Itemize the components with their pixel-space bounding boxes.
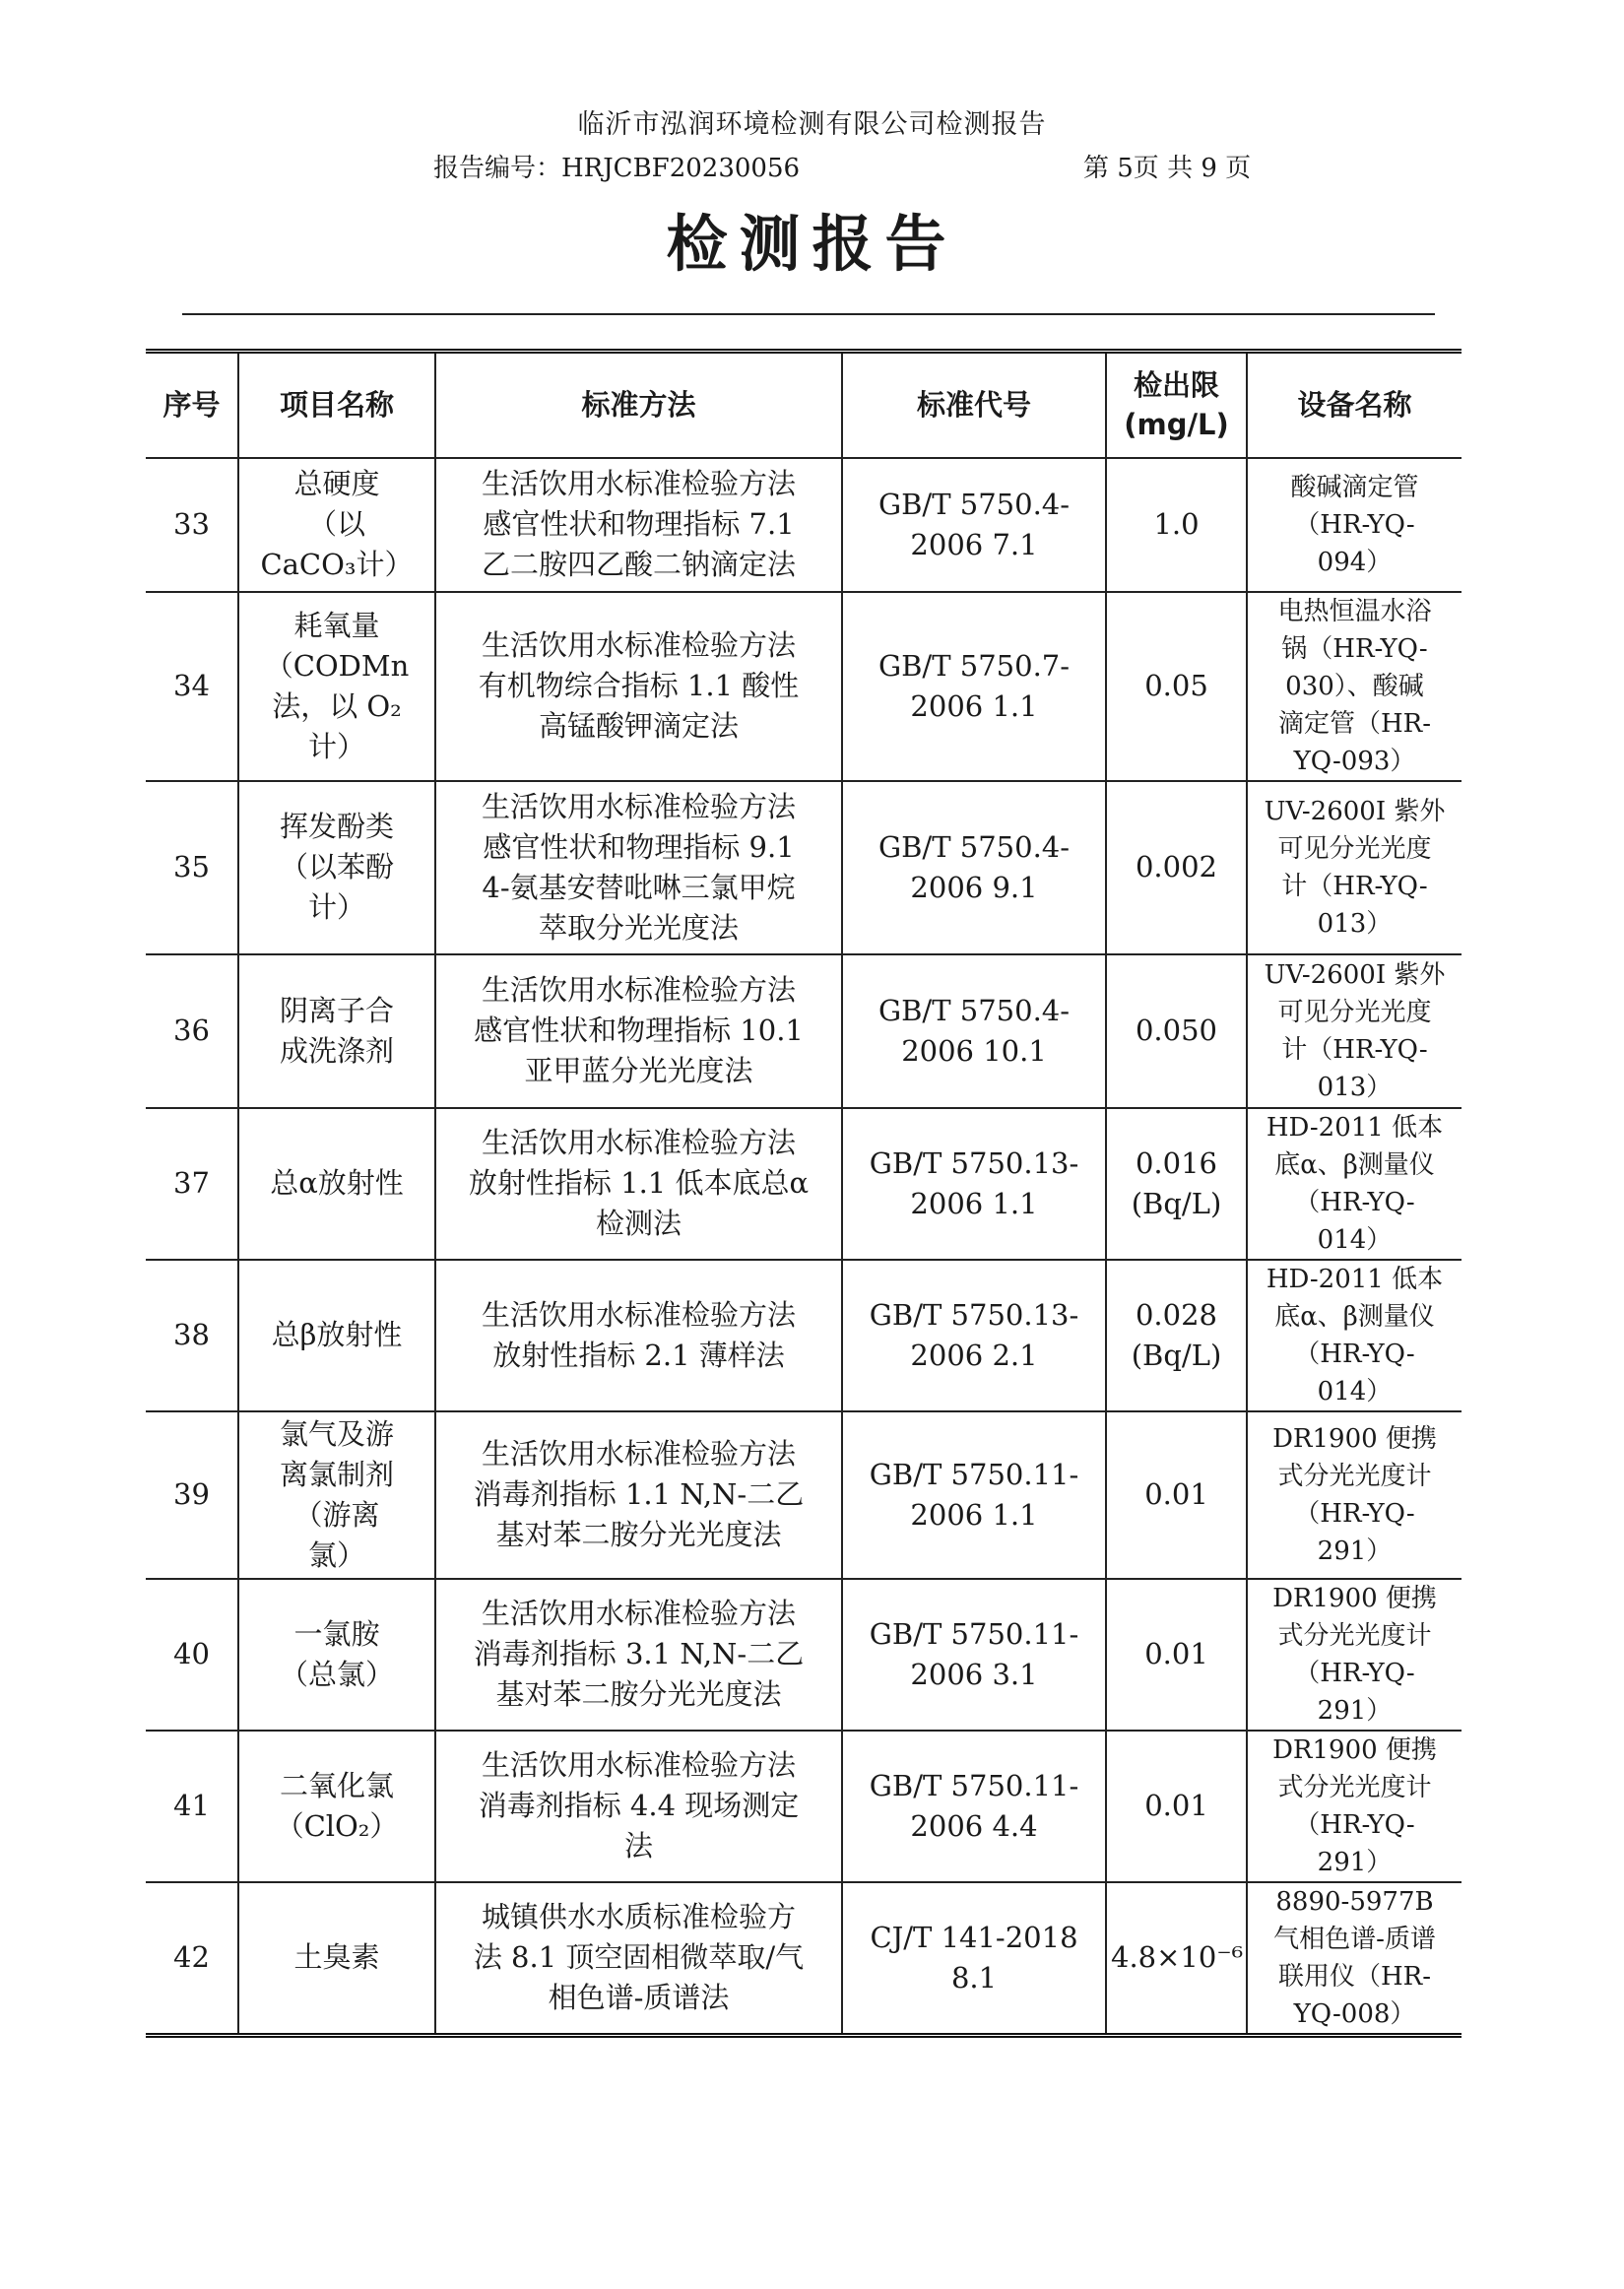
cell-limit: 4.8×10⁻⁶	[1106, 1882, 1247, 2036]
cell-limit: 0.01	[1106, 1579, 1247, 1731]
cell-method: 生活饮用水标准检验方法 消毒剂指标 3.1 N,N-二乙 基对苯二胺分光光度法	[435, 1579, 842, 1731]
cell-equipment: UV-2600I 紫外 可见分光光度 计（HR-YQ- 013）	[1247, 954, 1462, 1108]
cell-seq: 36	[146, 954, 238, 1108]
cell-item: 土臭素	[238, 1882, 435, 2036]
cell-method: 生活饮用水标准检验方法 放射性指标 1.1 低本底总α 检测法	[435, 1108, 842, 1260]
cell-method: 生活饮用水标准检验方法 感官性状和物理指标 7.1 乙二胺四乙酸二钠滴定法	[435, 458, 842, 592]
cell-code: GB/T 5750.11- 2006 4.4	[842, 1731, 1106, 1882]
cell-seq: 40	[146, 1579, 238, 1731]
table-header-row	[146, 352, 1462, 458]
cell-seq: 37	[146, 1108, 238, 1260]
cell-equipment: DR1900 便携 式分光光度计 （HR-YQ- 291）	[1247, 1411, 1462, 1579]
cell-equipment: 8890-5977B 气相色谱-质谱 联用仪（HR- YQ-008）	[1247, 1882, 1462, 2036]
cell-limit: 0.028 (Bq/L)	[1106, 1260, 1247, 1411]
header-limit: 检出限 (mg/L)	[1106, 352, 1247, 458]
table-row	[146, 1260, 1462, 1411]
cell-seq: 39	[146, 1411, 238, 1579]
page-indicator: 第 5页 共 9 页	[1083, 154, 1252, 183]
cell-item: 总硬度 （以 CaCO₃计）	[238, 458, 435, 592]
table-row	[146, 592, 1462, 781]
title-divider	[182, 313, 1435, 315]
cell-equipment: HD-2011 低本 底α、β测量仪 （HR-YQ- 014）	[1247, 1260, 1462, 1411]
cell-item: 二氧化氯 （ClO₂）	[238, 1731, 435, 1882]
cell-code: CJ/T 141-2018 8.1	[842, 1882, 1106, 2036]
table-row	[146, 781, 1462, 954]
cell-equipment: 酸碱滴定管 （HR-YQ- 094）	[1247, 458, 1462, 592]
cell-method: 生活饮用水标准检验方法 感官性状和物理指标 9.1 4-氨基安替吡啉三氯甲烷 萃取分光光度法	[435, 781, 842, 954]
cell-seq: 41	[146, 1731, 238, 1882]
table-row	[146, 458, 1462, 592]
company-header: 临沂市泓润环境检测有限公司检测报告	[577, 109, 1047, 140]
cell-method: 生活饮用水标准检验方法 放射性指标 2.1 薄样法	[435, 1260, 842, 1411]
cell-item: 阴离子合 成洗涤剂	[238, 954, 435, 1108]
cell-code: GB/T 5750.13- 2006 2.1	[842, 1260, 1106, 1411]
cell-limit: 1.0	[1106, 458, 1247, 592]
report-number: 报告编号：HRJCBF20230056	[433, 154, 801, 183]
cell-item: 一氯胺 （总氯）	[238, 1579, 435, 1731]
header-method: 标准方法	[435, 352, 842, 458]
cell-equipment: DR1900 便携 式分光光度计 （HR-YQ- 291）	[1247, 1731, 1462, 1882]
cell-code: GB/T 5750.13- 2006 1.1	[842, 1108, 1106, 1260]
table-row	[146, 1108, 1462, 1260]
page-title: 检测报告	[666, 208, 958, 280]
cell-limit: 0.016 (Bq/L)	[1106, 1108, 1247, 1260]
cell-item: 总α放射性	[238, 1108, 435, 1260]
cell-equipment: 电热恒温水浴 锅（HR-YQ- 030）、酸碱 滴定管（HR- YQ-093）	[1247, 592, 1462, 781]
cell-equipment: HD-2011 低本 底α、β测量仪 （HR-YQ- 014）	[1247, 1108, 1462, 1260]
table-row	[146, 1882, 1462, 2036]
cell-item: 总β放射性	[238, 1260, 435, 1411]
cell-method: 生活饮用水标准检验方法 感官性状和物理指标 10.1 亚甲蓝分光光度法	[435, 954, 842, 1108]
cell-code: GB/T 5750.4- 2006 9.1	[842, 781, 1106, 954]
cell-method: 生活饮用水标准检验方法 消毒剂指标 1.1 N,N-二乙 基对苯二胺分光光度法	[435, 1411, 842, 1579]
cell-item: 耗氧量 （CODMn 法，以 O₂ 计）	[238, 592, 435, 781]
cell-limit: 0.01	[1106, 1731, 1247, 1882]
cell-method: 生活饮用水标准检验方法 有机物综合指标 1.1 酸性 高锰酸钾滴定法	[435, 592, 842, 781]
cell-code: GB/T 5750.4- 2006 10.1	[842, 954, 1106, 1108]
cell-equipment: UV-2600I 紫外 可见分光光度 计（HR-YQ- 013）	[1247, 781, 1462, 954]
cell-method: 生活饮用水标准检验方法 消毒剂指标 4.4 现场测定 法	[435, 1731, 842, 1882]
table-row	[146, 954, 1462, 1108]
cell-code: GB/T 5750.4- 2006 7.1	[842, 458, 1106, 592]
cell-seq: 42	[146, 1882, 238, 2036]
cell-item: 氯气及游 离氯制剂 （游离 氯）	[238, 1411, 435, 1579]
table-row	[146, 1731, 1462, 1882]
header-equipment: 设备名称	[1247, 352, 1462, 458]
test-methods-table	[146, 349, 1462, 2038]
cell-seq: 35	[146, 781, 238, 954]
cell-seq: 33	[146, 458, 238, 592]
cell-equipment: DR1900 便携 式分光光度计 （HR-YQ- 291）	[1247, 1579, 1462, 1731]
table-row	[146, 1579, 1462, 1731]
cell-seq: 38	[146, 1260, 238, 1411]
cell-code: GB/T 5750.7- 2006 1.1	[842, 592, 1106, 781]
header-item: 项目名称	[238, 352, 435, 458]
cell-code: GB/T 5750.11- 2006 3.1	[842, 1579, 1106, 1731]
table-row	[146, 1411, 1462, 1579]
cell-code: GB/T 5750.11- 2006 1.1	[842, 1411, 1106, 1579]
header-seq: 序号	[146, 352, 238, 458]
cell-limit: 0.05	[1106, 592, 1247, 781]
cell-limit: 0.002	[1106, 781, 1247, 954]
cell-seq: 34	[146, 592, 238, 781]
cell-item: 挥发酚类 （以苯酚 计）	[238, 781, 435, 954]
cell-limit: 0.01	[1106, 1411, 1247, 1579]
header-code: 标准代号	[842, 352, 1106, 458]
cell-method: 城镇供水水质标准检验方 法 8.1 顶空固相微萃取/气 相色谱-质谱法	[435, 1882, 842, 2036]
cell-limit: 0.050	[1106, 954, 1247, 1108]
